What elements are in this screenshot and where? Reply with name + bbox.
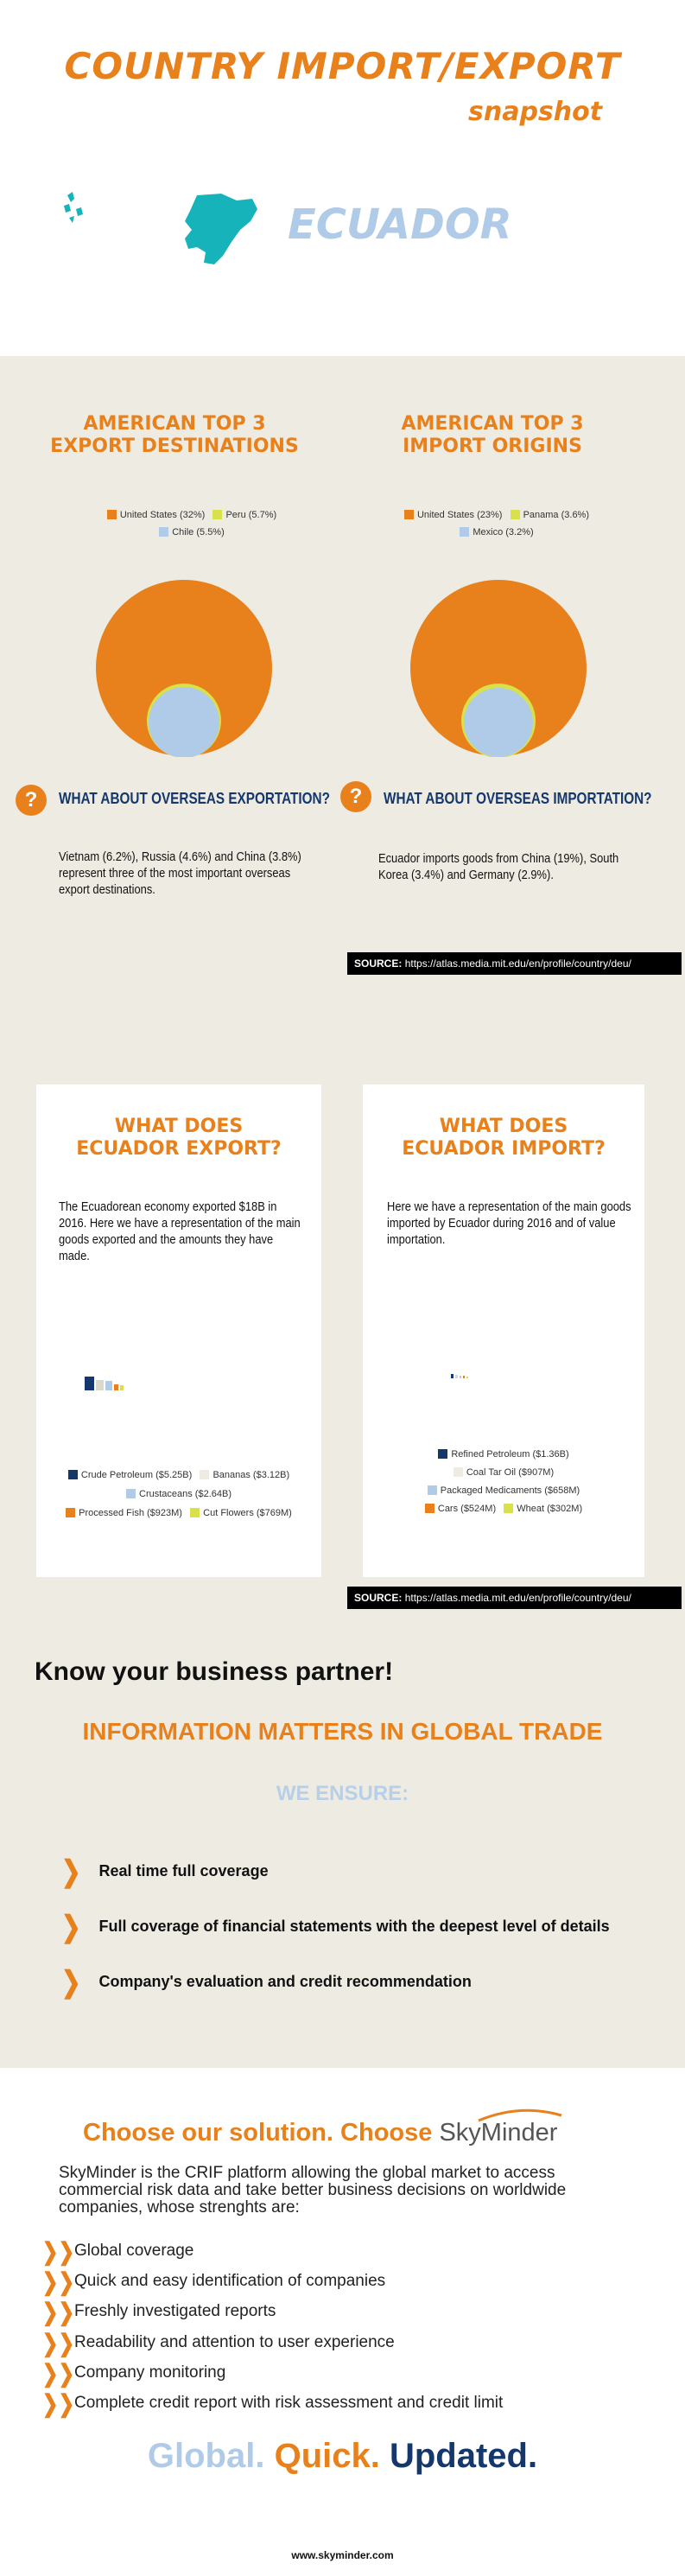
exports-title-line2: ECUADOR EXPORT? [76, 1138, 282, 1160]
source-link[interactable]: https://atlas.media.mit.edu/en/profile/country/deu/ [404, 957, 631, 970]
country-name: ECUADOR [288, 200, 512, 249]
ecuador-map [180, 192, 263, 268]
legend-swatch [212, 510, 222, 519]
legend-item [212, 510, 276, 520]
legend-label: Coal Tar Oil ($907M) [466, 1467, 555, 1478]
source-bar [347, 1587, 682, 1609]
legend-swatch [511, 510, 520, 519]
export-question-title: WHAT ABOUT OVERSEAS EXPORTATION? [59, 790, 330, 807]
goods-bar [105, 1381, 112, 1390]
legend-swatch [438, 1449, 447, 1459]
goods-bar [96, 1380, 104, 1390]
source-link[interactable]: https://atlas.media.mit.edu/en/profile/country/deu/ [404, 1592, 631, 1604]
export-destinations-title [36, 413, 313, 458]
chevron-right-icon: ❯❯ [41, 2390, 75, 2417]
logo-swoosh-icon [477, 2109, 563, 2122]
legend-swatch [453, 1467, 463, 1477]
chevron-right-icon: ❯❯ [41, 2330, 75, 2357]
ensure-item [59, 1910, 610, 1944]
legend-item [460, 527, 533, 537]
source-label: SOURCE: [354, 957, 403, 970]
feature-label: Readability and attention to user experience [74, 2333, 395, 2351]
imports-card-text: Here we have a representation of the main goods imported by Ecuador during 2016 and of value importation. [387, 1199, 631, 1247]
goods-bar [466, 1377, 468, 1378]
legend-swatch [107, 510, 117, 519]
legend-label: Cars ($524M) [437, 1504, 497, 1514]
chevron-right-icon: ❯ [60, 1966, 81, 1999]
import-question-title: WHAT ABOUT OVERSEAS IMPORTATION? [384, 790, 652, 807]
solution-heading-text: Choose our solution. Choose [83, 2119, 433, 2147]
galapagos-map [60, 190, 95, 230]
partner-subheading: INFORMATION MATTERS IN GLOBAL TRADE [82, 1718, 603, 1745]
feature-label: Freshly investigated reports [74, 2302, 276, 2320]
goods-bar [85, 1377, 94, 1390]
ensure-item [59, 1854, 269, 1889]
legend-swatch [66, 1508, 75, 1517]
chevron-right-icon: ❯❯ [41, 2360, 75, 2387]
legend-label: Refined Petroleum ($1.36B) [451, 1449, 569, 1460]
legend-swatch [159, 527, 168, 537]
legend-item [511, 510, 589, 520]
tagline-quick: Quick. [274, 2437, 380, 2475]
page-subtitle: snapshot [468, 97, 603, 127]
ensure-item [59, 1965, 472, 2000]
legend-item [453, 1467, 554, 1478]
import-title-line1: AMERICAN TOP 3 [401, 413, 584, 435]
legend-item [404, 510, 502, 520]
legend-item [190, 1508, 292, 1518]
legend-item [126, 1489, 232, 1499]
legend-label: Bananas ($3.12B) [212, 1470, 290, 1480]
exports-card-text: The Ecuadorean economy exported $18B in 2016. Here we have a representation of the main goods exported and the amounts they have made. [59, 1199, 301, 1263]
feature-item [41, 2330, 395, 2357]
exports-title-line1: WHAT DOES [114, 1116, 244, 1137]
ensure-item-label: Real time full coverage [98, 1861, 269, 1880]
tagline-updated: Updated. [389, 2437, 538, 2475]
goods-bar [451, 1374, 453, 1378]
skyminder-logo [439, 2119, 557, 2147]
import-legend [389, 510, 605, 537]
tagline [0, 2437, 685, 2476]
partner-heading: Know your business partner! [35, 1657, 394, 1686]
legend-swatch [68, 1470, 78, 1479]
legend-item [107, 510, 205, 520]
import-origins-bubble-chart [409, 579, 587, 757]
tagline-global: Global. [147, 2437, 265, 2475]
feature-item [41, 2299, 276, 2325]
legend-item [66, 1508, 182, 1518]
ensure-item-label: Full coverage of financial statements with the deepest level of details [98, 1917, 610, 1935]
imports-title-line2: ECUADOR IMPORT? [402, 1138, 606, 1160]
legend-label: Crustaceans ($2.64B) [139, 1489, 232, 1499]
export-title-line2: EXPORT DESTINATIONS [50, 436, 299, 457]
chevron-right-icon: ❯❯ [41, 2299, 75, 2325]
legend-item [68, 1470, 192, 1480]
legend-swatch [428, 1485, 437, 1495]
page-title: COUNTRY IMPORT/EXPORT [64, 45, 621, 87]
legend-swatch [190, 1508, 200, 1517]
imports-card [363, 1084, 644, 1577]
goods-bar [120, 1385, 124, 1390]
legend-label: Processed Fish ($923M) [79, 1508, 182, 1518]
goods-bar [460, 1376, 461, 1378]
import-origins-title [363, 413, 622, 458]
legend-label: Peru (5.7%) [225, 510, 277, 520]
feature-item [41, 2360, 226, 2387]
feature-label: Complete credit report with risk assessment and credit limit [74, 2394, 504, 2412]
legend-swatch [126, 1489, 136, 1498]
export-title-line1: AMERICAN TOP 3 [83, 413, 266, 435]
legend-label: Mexico (3.2%) [473, 527, 534, 537]
legend-label: Wheat ($302M) [517, 1504, 583, 1514]
feature-item [41, 2238, 194, 2265]
export-legend [88, 510, 295, 537]
goods-bar [463, 1376, 465, 1378]
feature-label: Global coverage [74, 2242, 194, 2260]
question-icon: ? [16, 785, 47, 816]
goods-bar [114, 1384, 118, 1390]
chevron-right-icon: ❯❯ [41, 2268, 75, 2295]
import-question-text: Ecuador imports goods from China (19%), South Korea (3.4%) and Germany (2.9%). [378, 851, 619, 882]
legend-label: Crude Petroleum ($5.25B) [80, 1470, 193, 1480]
feature-label: Quick and easy identification of companies [74, 2272, 386, 2290]
legend-item [504, 1504, 582, 1514]
legend-swatch [460, 527, 469, 537]
question-icon: ? [340, 781, 371, 812]
feature-label: Company monitoring [74, 2363, 226, 2382]
chevron-right-icon: ❯❯ [41, 2238, 75, 2265]
legend-swatch [504, 1504, 513, 1513]
chevron-right-icon: ❯ [60, 1855, 81, 1888]
solution-heading [83, 2119, 557, 2147]
bubble-chile [149, 687, 219, 757]
bubble-mexico [464, 688, 533, 757]
brand-name: SkyMinder [439, 2119, 558, 2147]
ensure-item-label: Company's evaluation and credit recommendation [98, 1972, 472, 1990]
export-question-text: Vietnam (6.2%), Russia (4.6%) and China (3.8%) represent three of the most important overseas export destinations. [59, 849, 301, 897]
legend-item [438, 1449, 568, 1460]
legend-item [425, 1504, 496, 1514]
imports-legend [363, 1449, 644, 1514]
legend-label: Panama (3.6%) [523, 510, 590, 520]
exports-legend [36, 1470, 321, 1518]
chevron-right-icon: ❯ [60, 1911, 81, 1943]
exports-card [36, 1084, 321, 1577]
legend-item [428, 1485, 580, 1496]
source-bar [347, 952, 682, 975]
website-link[interactable]: www.skyminder.com [291, 2549, 394, 2561]
legend-label: Cut Flowers ($769M) [203, 1508, 292, 1518]
legend-item [200, 1470, 289, 1480]
legend-label: Chile (5.5%) [172, 527, 225, 537]
solution-description: SkyMinder is the CRIF platform allowing the global market to access commercial risk data and take better business decisions on worldwide companies, whose strenghts are: [59, 2164, 567, 2217]
ensure-label: WE ENSURE: [276, 1782, 409, 1805]
feature-item [41, 2390, 504, 2417]
import-title-line2: IMPORT ORIGINS [403, 436, 582, 457]
imports-title-line1: WHAT DOES [439, 1116, 568, 1137]
legend-swatch [200, 1470, 209, 1479]
legend-label: United States (32%) [119, 510, 206, 520]
feature-item [41, 2268, 386, 2295]
export-destinations-bubble-chart [95, 579, 273, 757]
legend-label: Packaged Medicaments ($658M) [440, 1485, 580, 1496]
goods-bar [455, 1375, 458, 1378]
legend-item [159, 527, 225, 537]
legend-label: United States (23%) [416, 510, 503, 520]
legend-swatch [404, 510, 414, 519]
legend-swatch [425, 1504, 434, 1513]
source-label: SOURCE: [354, 1592, 403, 1604]
